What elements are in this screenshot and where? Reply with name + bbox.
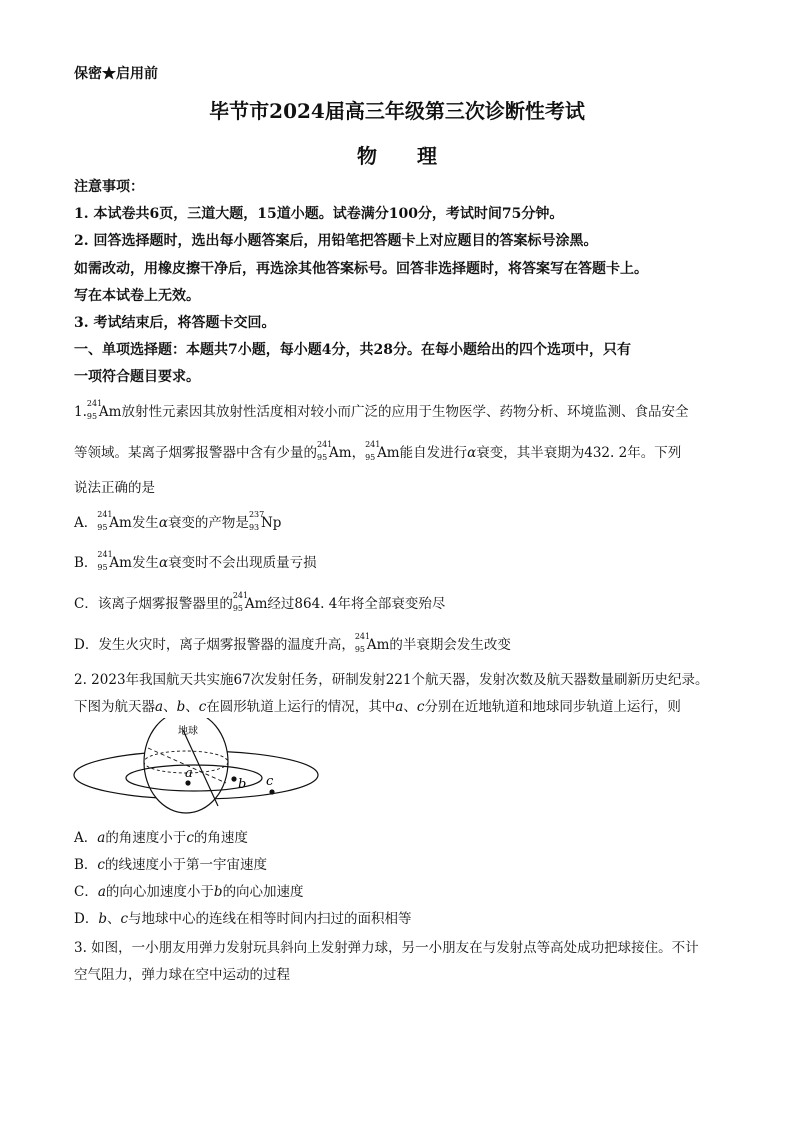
- q1-option-c: C．该离子烟雾报警器里的 241 95 Am经过864. 4年将全部衰变殆尽: [74, 591, 446, 613]
- satellite-c-dot: [269, 789, 274, 794]
- q3-line-2: 空气阻力，弹力球在空中运动的过程: [74, 967, 290, 983]
- notice-line-5: 3. 考试结束后，将答题卡交回。: [74, 315, 276, 331]
- subject-title: 物 理: [357, 144, 437, 168]
- nuclide-am: 241 95 Am: [86, 399, 122, 421]
- satellite-a-dot: [185, 780, 190, 785]
- q1-line-3: 说法正确的是: [74, 480, 155, 496]
- notice-heading: 注意事项：: [74, 179, 144, 195]
- earth-label: 地球: [178, 726, 198, 737]
- q1-option-a: A． 241 95 Am发生α衰变的产物是 237 93 Np: [74, 510, 282, 532]
- confidential-label: 保密★启用前: [74, 66, 158, 82]
- nuclide-am: 241 95 Am: [354, 632, 390, 654]
- label-c: c: [266, 774, 274, 789]
- q1-option-d: D．发生火灾时，离子烟雾报警器的温度升高， 241 95 Am的半衰期会发生改变: [74, 632, 511, 654]
- notice-line-3: 如需改动，用橡皮擦干净后，再选涂其他答案标号。回答非选择题时，将答案写在答题卡上。: [74, 261, 648, 277]
- notice-line-2: 2. 回答选择题时，选出每小题答案后，用铅笔把答题卡上对应题目的答案标号涂黑。: [74, 233, 598, 249]
- q2-line-1: 2. 2023年我国航天共实施67次发射任务，研制发射221个航天器，发射次数及航天器数量刷新历史纪录。: [74, 672, 709, 688]
- nuclide-am: 241 95 Am: [232, 591, 268, 613]
- q2-option-d: D．b、c与地球中心的连线在相等时间内扫过的面积相等: [74, 911, 412, 927]
- section1-line-2: 一项符合题目要求。: [74, 369, 200, 385]
- nuclide-am: 241 95 Am: [317, 440, 352, 462]
- exam-title: 毕节市2024届高三年级第三次诊断性考试: [209, 99, 585, 123]
- nuclide-am: 241 95 Am: [365, 440, 400, 462]
- q2-line-2: 下图为航天器a、b、c在圆形轨道上运行的情况，其中a、c分别在近地轨道和地球同步轨道上运行，则: [74, 699, 681, 715]
- label-a: a: [185, 766, 193, 781]
- nuclide-am: 241 95 Am: [97, 550, 132, 572]
- notice-line-1: 1. 本试卷共6页，三道大题，15道小题。试卷满分100分，考试时间75分钟。: [74, 206, 564, 222]
- nuclide-np: 237 93 Np: [248, 510, 282, 532]
- section1-line-1: 一、单项选择题：本题共7小题，每小题4分，共28分。在每小题给出的四个选项中，只有: [74, 342, 631, 358]
- q2-option-c: C．a的向心加速度小于b的向心加速度: [74, 884, 304, 900]
- q3-line-1: 3. 如图，一小朋友用弹力发射玩具斜向上发射弹力球，另一小朋友在与发射点等高处成功把球接住。不计: [74, 940, 699, 956]
- q2-option-a: A．a的角速度小于c的角速度: [74, 830, 248, 846]
- notice-line-4: 写在本试卷上无效。: [74, 288, 200, 304]
- q2-option-b: B．c的线速度小于第一宇宙速度: [74, 857, 267, 873]
- label-b: b: [238, 777, 247, 792]
- q1-line-2: 等领域。某离子烟雾报警器中含有少量的 241 95 Am， 241 95 Am能自发进行α衰变，其半衰期为432. 2年。下列: [74, 440, 682, 462]
- orbit-diagram: [66, 718, 326, 822]
- nuclide-am: 241 95 Am: [97, 510, 132, 532]
- q1-option-b: B． 241 95 Am发生α衰变时不会出现质量亏损: [74, 550, 317, 572]
- satellite-b-dot: [231, 776, 236, 781]
- q1-line-1: 1. 241 95 Am放射性元素因其放射性活度相对较小而广泛的应用于生物医学、药物分析、环境监测、食品安全: [74, 399, 689, 421]
